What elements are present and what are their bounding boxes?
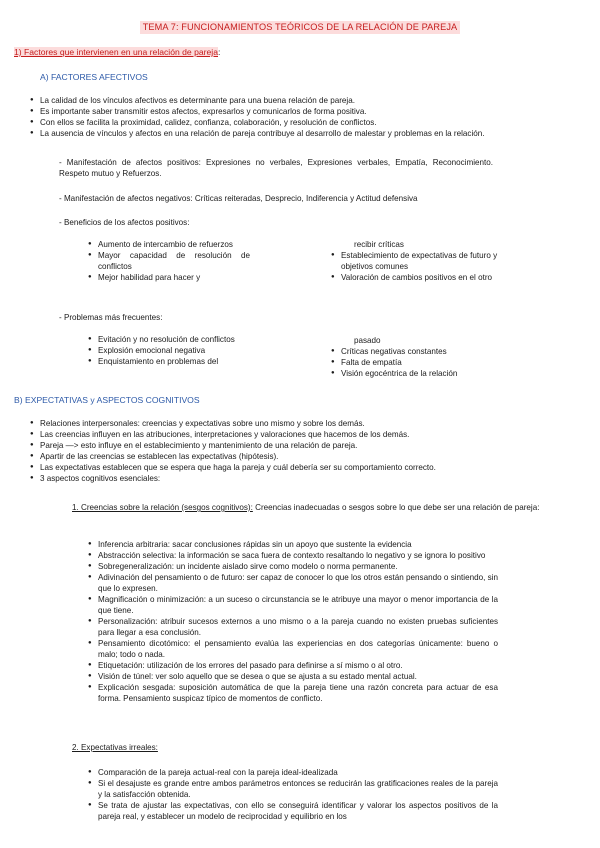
- list-item: ● Valoración de cambios positivos en el otro: [331, 272, 501, 283]
- list-item: ● Explicación sesgada: suposición automática de que la pareja tiene una razón concreta para actuar de esa forma. Pensamiento suspicaz típico de momentos de conflicto.: [88, 682, 498, 704]
- list-item: ● 3 aspectos cognitivos esenciales:: [30, 473, 560, 484]
- list-item: ● Aumento de intercambio de refuerzos: [88, 239, 250, 250]
- problems-right-continuation: pasado: [354, 336, 381, 345]
- list-item: ● Comparación de la pareja actual-real con la pareja ideal-idealizada: [88, 767, 498, 778]
- list-item: ● Inferencia arbitraria: sacar conclusiones rápidas sin un apoyo que sustente la evidencia: [88, 539, 498, 550]
- list-item: ● Críticas negativas constantes: [331, 346, 521, 357]
- list-item: ● Etiquetación: utilización de los errores del pasado para definirse a sí mismo o al otro.: [88, 660, 498, 671]
- list-item: ● Se trata de ajustar las expectativas, con ello se conseguirá identificar y valorar los aspectos positivos de la pareja real, y establecer un modelo de reciprocidad y equilibrio en los: [88, 800, 498, 822]
- section-heading-suffix: :: [218, 47, 221, 57]
- list-item: ● Con ellos se facilita la proximidad, calidez, confianza, colaboración, y resolución de conflictos.: [30, 117, 550, 128]
- section-heading-label: 1) Factores que intervienen en una relación de pareja: [14, 47, 218, 57]
- cognitive-bullet-list: [30, 418, 560, 484]
- list-item: ● Magnificación o minimización: a un suceso o circunstancia se le atribuye una mayor o menor importancia de la que tiene.: [88, 594, 498, 616]
- benefits-list-right: [331, 250, 501, 283]
- list-item: ● Personalización: atribuir sucesos externos a uno mismo o a la pareja cuando no existen pruebas suficientes para llegar a esa conclusión.: [88, 616, 498, 638]
- benefits-right-continuation: recibir críticas: [354, 240, 404, 249]
- list-item: ● Adivinación del pensamiento o de futuro: ser capaz de conocer lo que los otros están pensando o sintiendo, sin que lo expresen.: [88, 572, 498, 594]
- list-item: ● Visión egocéntrica de la relación: [331, 368, 521, 379]
- negative-affects-text: - Manifestación de afectos negativos: Críticas reiteradas, Desprecio, Indiferencia y Actitud defensiva: [59, 194, 418, 203]
- list-item: ● La ausencia de vínculos y afectos en una relación de pareja contribuye al desarrollo de malestar y problemas en la relación.: [30, 128, 550, 139]
- problems-list-left: [88, 334, 250, 367]
- list-item: ● La calidad de los vínculos afectivos es determinante para una buena relación de pareja.: [30, 95, 550, 106]
- cognitive-biases-title: 1. Creencias sobre la relación (sesgos cognitivos):: [72, 503, 253, 512]
- list-item: ● Pensamiento dicotómico: el pensamiento evalúa las experiencias en dos categorías únicamente: bueno o malo; todo o nada.: [88, 638, 498, 660]
- list-item: ● Sobregeneralización: un incidente aislado sirve como modelo o norma permanente.: [88, 561, 498, 572]
- problems-list-right: [331, 346, 521, 379]
- list-item: ● Las creencias influyen en las atribuciones, interpretaciones y valoraciones que hacemos de los demás.: [30, 429, 560, 440]
- list-item: ● Mejor habilidad para hacer y: [88, 272, 250, 283]
- list-item: ● Relaciones interpersonales: creencias y expectativas sobre uno mismo y sobre los demás.: [30, 418, 560, 429]
- cognitive-biases-list: [88, 539, 498, 704]
- list-item: ● Abstracción selectiva: la información se saca fuera de contexto resaltando lo negativo y se ignora lo positivo: [88, 550, 498, 561]
- list-item: ● Las expectativas establecen que se espera que haga la pareja y cuál debería ser su comportamiento correcto.: [30, 462, 560, 473]
- title-container: [0, 21, 600, 34]
- list-item: ● Enquistamiento en problemas del: [88, 356, 250, 367]
- unreal-expectations-title: 2. Expectativas irreales:: [72, 743, 158, 752]
- list-item: ● Mayor capacidad de resolución de conflictos: [88, 250, 250, 272]
- page-title: TEMA 7: FUNCIONAMIENTOS TEÓRICOS DE LA RELACIÓN DE PAREJA: [140, 21, 461, 34]
- benefits-list-left: [88, 239, 250, 283]
- list-item: ● Establecimiento de expectativas de futuro y objetivos comunes: [331, 250, 501, 272]
- problems-label: - Problemas más frecuentes:: [59, 313, 163, 322]
- list-item: ● Es importante saber transmitir estos afectos, expresarlos y comunicarlos de forma positiva.: [30, 106, 550, 117]
- list-item: ● Evitación y no resolución de conflictos: [88, 334, 250, 345]
- list-item: ● Pareja —> esto influye en el establecimiento y mantenimiento de una relación de pareja.: [30, 440, 560, 451]
- section-heading-factors: [14, 47, 220, 58]
- list-item: ● Visión de túnel: ver solo aquello que se desea o que se ajusta a su estado mental actual.: [88, 671, 498, 682]
- affective-bullet-list: [30, 95, 550, 139]
- heading-affective-factors: A) FACTORES AFECTIVOS: [40, 72, 148, 82]
- cognitive-biases-heading: [72, 502, 588, 513]
- list-item: ● Si el desajuste es grande entre ambos parámetros entonces se reducirán las gratificaciones reales de la pareja y la satisfacción obtenida.: [88, 778, 498, 800]
- cognitive-biases-intro: Creencias inadecuadas o sesgos sobre lo que debe ser una relación de pareja:: [252, 503, 540, 512]
- benefits-label: - Beneficios de los afectos positivos:: [59, 218, 190, 227]
- heading-cognitive-aspects: B) EXPECTATIVAS y ASPECTOS COGNITIVOS: [14, 395, 200, 405]
- list-item: ● Falta de empatía: [331, 357, 521, 368]
- unreal-expectations-list: [88, 767, 498, 822]
- list-item: ● Apartir de las creencias se establecen las expectativas (hipótesis).: [30, 451, 560, 462]
- list-item: ● Explosión emocional negativa: [88, 345, 250, 356]
- positive-affects-text: - Manifestación de afectos positivos: Expresiones no verbales, Expresiones verbales, Empatía, Reconocimiento. Respeto mutuo y Refuerzos.: [59, 158, 493, 178]
